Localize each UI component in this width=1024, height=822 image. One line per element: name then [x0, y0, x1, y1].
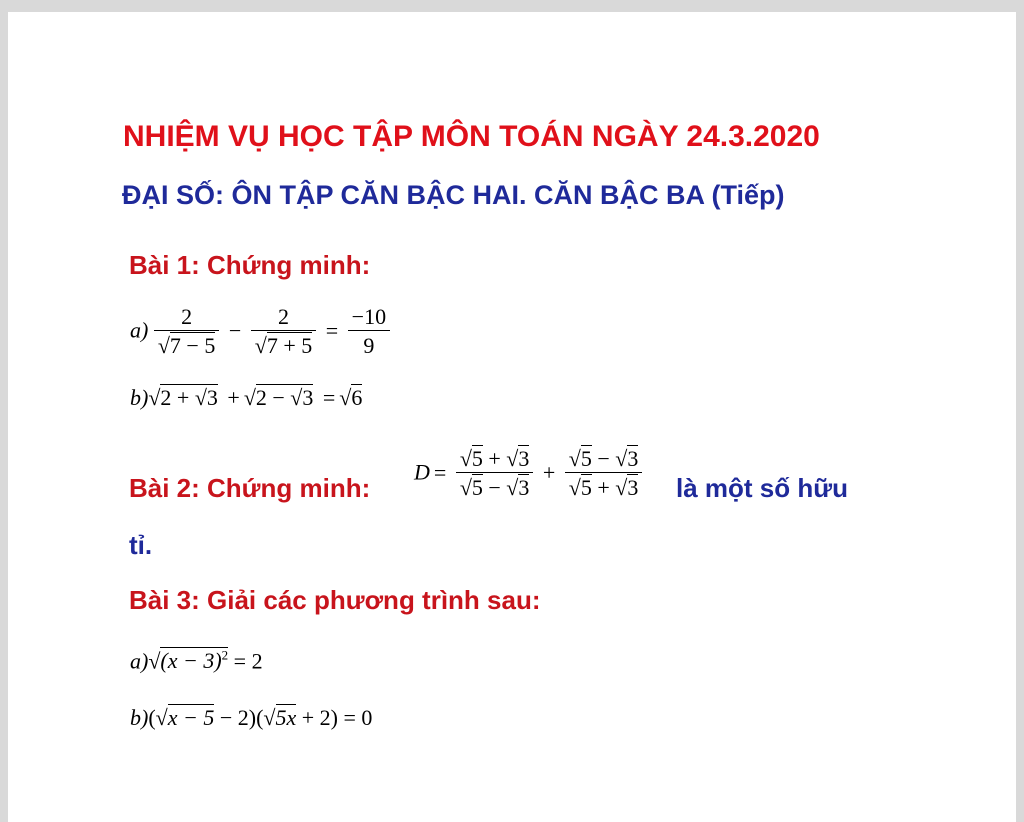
bai1-a-label: a) — [130, 317, 149, 343]
fraction-2 — [251, 304, 317, 361]
bai2-heading: Bài 2: Chứng minh: — [129, 473, 371, 503]
numerator: 2 — [154, 304, 220, 331]
numerator: √5 − √3 — [565, 446, 643, 473]
variable-d: D — [414, 459, 430, 485]
bai2-expression: D = $\frac{√5 + √3}{√5 - √3}$ + $\frac{√5 - √3}{√5 + √3}$ — [414, 446, 642, 503]
bai1-equation-a: a) $\frac{2}{√7 - 5}$ − $\frac{2}{√7 + 5}$ = $\frac{-10}{9}$ — [130, 304, 390, 361]
denominator-text: 7 − 5 — [169, 333, 216, 358]
denominator-text: 7 + 5 — [266, 333, 313, 358]
bai3-b-label: b) — [130, 705, 149, 730]
bai3-heading: Bài 3: Giải các phương trình sau: — [129, 585, 541, 615]
exponent: 2 — [221, 648, 229, 663]
numerator: 2 — [251, 304, 317, 331]
bai3-a-rhs: = 2 — [233, 648, 263, 674]
fraction-5 — [565, 446, 643, 503]
fraction-3 — [348, 304, 390, 361]
bai3-equation-a: $a)√(x - 3)^2 = 2$ — [130, 648, 263, 674]
section-subtitle: ĐẠI SỐ: ÔN TẬP CĂN BẬC HAI. CĂN BẬC BA (Tiếp) — [122, 180, 785, 210]
numerator: −10 — [348, 304, 390, 331]
denominator: 9 — [363, 333, 375, 358]
denominator: √5 + √3 — [568, 475, 639, 500]
bai1-b-rhs: 6 — [351, 385, 363, 410]
bai3-equation-b: b)(√x − 5 − 2)(√5x + 2) = 0 — [130, 705, 373, 730]
bai2-tail: là một số hữu — [676, 473, 848, 503]
denominator: √7 − 5 — [157, 333, 216, 358]
numerator: √5 + √3 — [456, 446, 534, 473]
bai3-b-rhs: = 0 — [343, 705, 373, 730]
bai3-a-label: a) — [130, 648, 149, 674]
bai1-b-label: b) — [130, 385, 149, 410]
denominator: √7 + 5 — [254, 333, 313, 358]
bai3-a-inner: (x − 3) — [160, 648, 222, 674]
denominator: √5 − √3 — [459, 475, 530, 500]
fraction-4 — [456, 446, 534, 503]
bai1-equation-b: b)√2 + √3 + √2 − √3 = √6 — [130, 385, 363, 410]
fraction-1 — [154, 304, 220, 361]
bai2-tail-2: tỉ. — [129, 530, 153, 560]
bai1-heading: Bài 1: Chứng minh: — [129, 250, 371, 280]
page-title: NHIỆM VỤ HỌC TẬP MÔN TOÁN NGÀY 24.3.2020 — [123, 120, 820, 153]
